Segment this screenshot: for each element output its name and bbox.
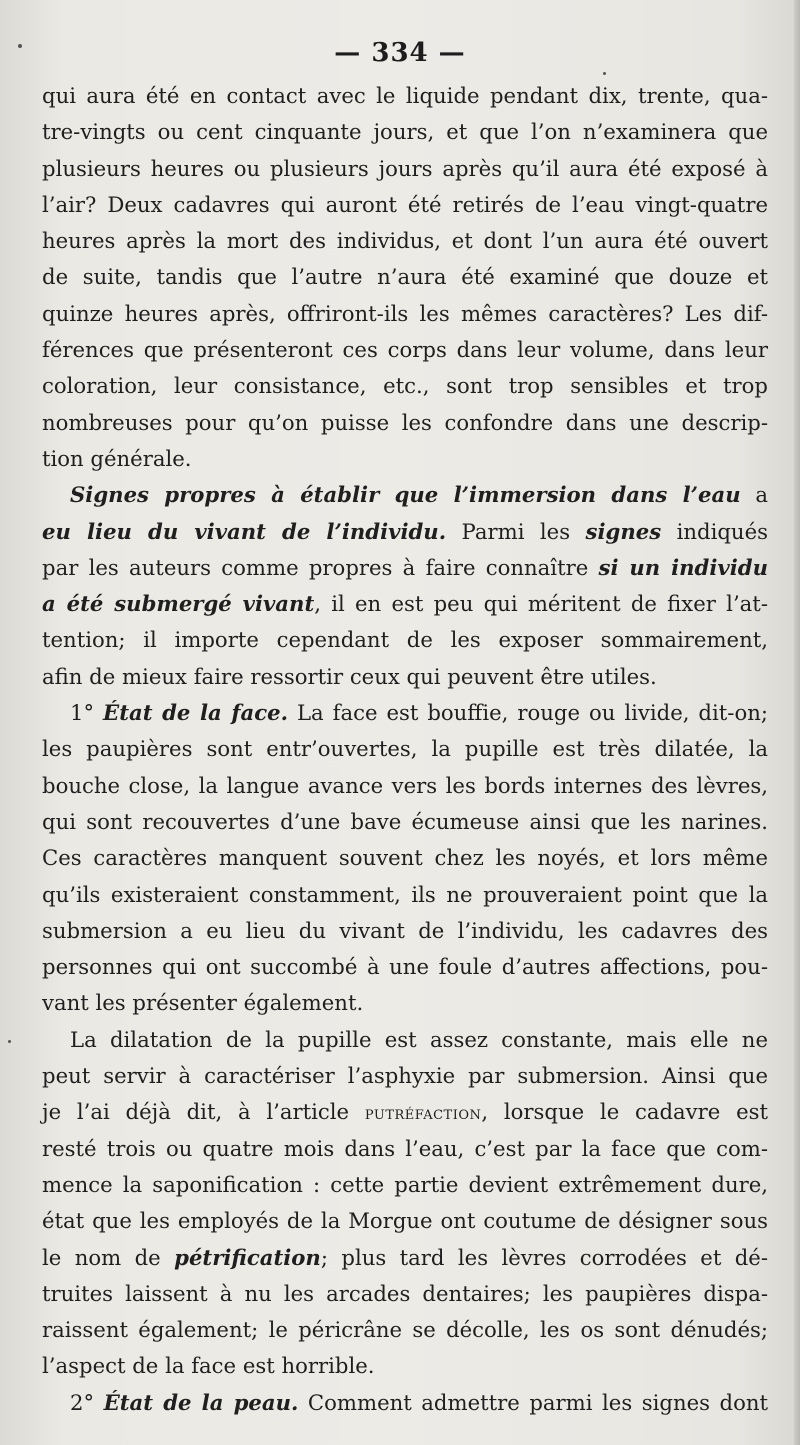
text-line: bouche close, la langue avance vers les bords internes des lèvres, <box>42 772 768 798</box>
text-line: submersion a eu lieu du vivant de l’individu, les cadavres des <box>42 917 768 943</box>
text-line: truites laissent à nu les arcades dentaires; les paupières dispa- <box>42 1280 768 1306</box>
text-line: tention; il importe cependant de les exposer sommairement, <box>42 627 768 653</box>
print-speck <box>8 1040 11 1043</box>
text-line: l’aspect de la face est horrible. <box>42 1353 375 1379</box>
text-line: vant les présenter également. <box>42 990 364 1016</box>
text-line: afin de mieux faire ressortir ceux qui peuvent être utiles. <box>42 663 657 689</box>
text-line: heures après la mort des individus, et dont l’un aura été ouvert <box>42 228 768 254</box>
text-run: je l’ai déjà dit, à l’article <box>42 1099 365 1125</box>
italic-heading: État de la peau. <box>103 1389 299 1415</box>
italic-term: a été submergé vivant <box>42 591 315 617</box>
text-line: La dilatation de la pupille est assez constante, mais elle ne <box>70 1026 768 1052</box>
text-line: l’air? Deux cadavres qui auront été retirés de l’eau vingt-quatre <box>42 191 768 217</box>
text-line: quinze heures après, offriront-ils les mêmes caractères? Les dif- <box>42 300 768 326</box>
text-run: Parmi les <box>446 518 586 544</box>
text-run: , lorsque le cadavre est <box>481 1099 769 1125</box>
body-text <box>42 78 768 1421</box>
text-line: état que les employés de la Morgue ont coutume de désigner sous <box>42 1208 768 1234</box>
italic-heading: État de la face. <box>103 700 288 726</box>
text-line: qui aura été en contact avec le liquide pendant dix, trente, qua- <box>42 83 768 108</box>
text-line: plusieurs heures ou plusieurs jours après qu’il aura été exposé à <box>42 155 768 181</box>
print-speck <box>603 72 606 75</box>
text-line: tion générale. <box>42 445 192 471</box>
text-line: personnes qui ont succombé à une foule d’autres affections, pou- <box>42 954 768 980</box>
italic-heading: eu lieu du vivant de l’individu. <box>42 518 447 544</box>
text-line: tre-vingts ou cent cinquante jours, et que l’on n’examinera que <box>42 119 768 145</box>
text-line: qu’ils existeraient constamment, ils ne prouveraient point que la <box>42 881 768 907</box>
text-run: ; plus tard les lèvres corrodées et dé- <box>320 1244 768 1270</box>
page-number-header: — 334 — <box>334 38 466 68</box>
italic-term: pétrification <box>174 1244 321 1270</box>
text-line: raissent également; le péricrâne se décolle, les os sont dénudés; <box>42 1317 768 1343</box>
text-run: a <box>740 482 768 508</box>
text-line <box>42 586 768 622</box>
text-line <box>42 1094 768 1130</box>
text-run: Comment admettre parmi les signes dont <box>298 1389 768 1415</box>
text-line: férences que présenteront ces corps dans leur volume, dans leur <box>42 337 768 363</box>
text-line: Ces caractères manquent souvent chez les noyés, et lors même <box>42 845 768 871</box>
text-line <box>42 695 768 731</box>
text-line: resté trois ou quatre mois dans l’eau, c’est par la face que com- <box>42 1135 768 1161</box>
text-line: peut servir à caractériser l’asphyxie par submersion. Ainsi que <box>42 1063 768 1089</box>
text-run: , il en est peu qui méritent de fixer l’at- <box>314 591 768 617</box>
text-run: indiqués <box>661 518 768 544</box>
small-caps-term: putréfaction <box>364 1103 482 1125</box>
print-speck <box>18 44 22 48</box>
italic-term: signes <box>585 518 662 544</box>
text-run: La face est bouffie, rouge ou livide, dit-on; <box>287 700 768 726</box>
text-line: coloration, leur consistance, etc., sont trop sensibles et trop <box>42 373 768 399</box>
text-line: mence la saponification : cette partie devient extrêmement dure, <box>42 1171 768 1197</box>
text-line <box>42 477 768 513</box>
italic-heading: Signes propres à établir que l’immersion dans l’eau <box>70 482 741 508</box>
text-line <box>42 1240 768 1276</box>
italic-term: si un individu <box>598 554 768 580</box>
text-run: 2° <box>70 1389 104 1415</box>
text-run: 1° <box>70 700 104 726</box>
text-line <box>42 514 768 550</box>
page-edge-shadow <box>794 0 800 1445</box>
text-line: les paupières sont entr’ouvertes, la pupille est très dilatée, la <box>42 736 768 762</box>
text-line: qui sont recouvertes d’une bave écumeuse ainsi que les narines. <box>42 808 768 834</box>
text-line <box>42 1385 768 1421</box>
text-run: par les auteurs comme propres à faire connaître <box>42 554 599 580</box>
text-run: le nom de <box>42 1244 175 1270</box>
text-line: nombreuses pour qu’on puisse les confondre dans une descrip- <box>42 409 768 435</box>
text-line <box>42 550 768 586</box>
text-line: de suite, tandis que l’autre n’aura été examiné que douze et <box>42 264 768 290</box>
